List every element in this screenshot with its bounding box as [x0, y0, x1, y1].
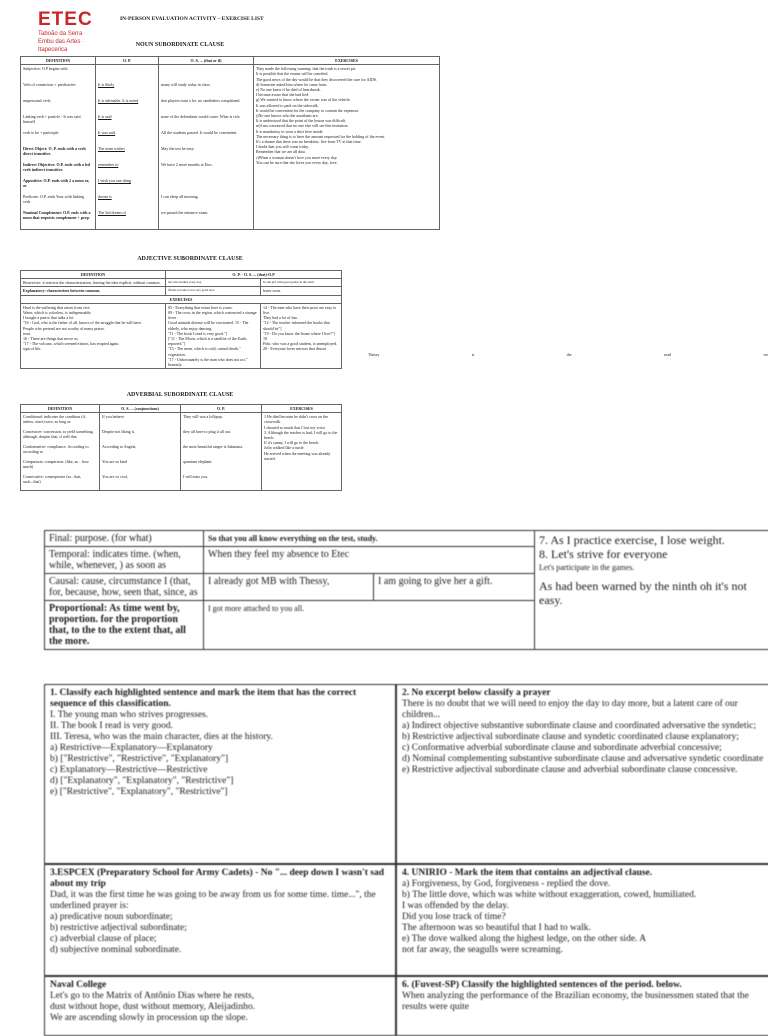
- adjective-os: leave soon.: [261, 287, 342, 295]
- question-line: e) ["Restrictive", "Explanatory", "Restrictive"]: [50, 787, 390, 798]
- noun-op-text: The 3rd dream of: [98, 210, 156, 224]
- question-line: d) Nominal complementing substantive subordinate clause and adversative syndetic coordinate: [402, 754, 766, 765]
- adjective-exercise-line: trust.: [23, 331, 163, 336]
- noun-op-cell: [96, 65, 159, 230]
- adjective-exercise-line: People who pretend are not worthy of many praise.: [23, 326, 163, 331]
- noun-os-text: All the students passed. It would be convenient: [161, 130, 251, 144]
- adverbial-op-text: they all have to plug it all out.: [183, 429, 259, 443]
- adjective-exercise-line: ["11 - The Moon, which is a satellite of the Earth, reported."]: [168, 336, 258, 346]
- noun-os-text: many will study today in class.: [161, 82, 251, 96]
- adverbial-os-text: You are so kind: [102, 459, 178, 473]
- question-line: not far away, the seagulls were screaming.: [402, 945, 766, 956]
- etec-logo: [38, 10, 98, 40]
- noun-exercise-line: d) Someone asked him where he came from.: [256, 82, 437, 87]
- noun-exercise-line: You can be sure that she loves you every day, love.: [256, 160, 437, 165]
- adverbial-op-cell: [181, 413, 262, 491]
- adverbial-os-text: According to Angela,: [102, 444, 178, 458]
- noun-exercise-line: g) We wanted to know where the owner was of the vehicle.: [256, 97, 437, 102]
- question-4: [396, 864, 768, 976]
- adjective-exercises-header: EXERCISES: [21, 295, 342, 303]
- question-line: a) Indirect objective substantive subordinate clause and coordinated adversative the syndetic;: [402, 721, 766, 732]
- noun-exercise-line: It is possible that the exams will be canceled.: [256, 71, 437, 76]
- adverbial-definition: Consecutive: consequence (so...that, such...that): [23, 474, 97, 488]
- adjective-table: [20, 270, 342, 369]
- noun-op-text: dream is: [98, 194, 156, 208]
- adjective-row: [21, 287, 342, 295]
- noun-op-text: It is said: [98, 114, 156, 128]
- noun-op-text: It is likely: [98, 82, 156, 96]
- noun-exercise-line: It was allowed to park on the sidewalk.: [256, 103, 437, 108]
- stray-word: Thessy: [368, 352, 379, 357]
- question-title: 4. UNIRIO - Mark the item that contains an adjectival clause.: [402, 868, 766, 879]
- question-title: 2. No excerpt below classify a prayer: [402, 688, 766, 699]
- noun-exercises-cell: [254, 65, 440, 230]
- noun-os-text: that players train a lot. no candidates complained.: [161, 98, 251, 112]
- question-line: Dad, it was the first time he was going to be away from us for some time. time...", the underlined prayer is:: [50, 890, 390, 912]
- question-line: c) Conformative adverbial subordinate clause and subordinate adverbial concessive;: [402, 743, 766, 754]
- cont-exercises: [535, 531, 768, 650]
- noun-header-exercises: EXERCISES: [254, 57, 440, 65]
- question-title: Naval College: [50, 980, 390, 991]
- question-line: d) subjective nominal subordinate.: [50, 945, 390, 956]
- adjective-exercise-line: "15 - The mem, which is cold, caused death.": [168, 346, 258, 351]
- noun-op-text: I wish you one thing: [98, 178, 156, 192]
- question-line: b) The little dove, which was white without exaggeration, cowed, humiliated.: [402, 890, 766, 901]
- noun-op-text: It is advisable. It is noted: [98, 98, 156, 112]
- adverbial-header-op: O. P.: [181, 405, 262, 413]
- cont-ex-line: 8. Let's strive for everyone: [539, 547, 767, 561]
- question-line: The afternoon was so beautiful that I had to walk.: [402, 923, 766, 934]
- noun-definition: Subjective: O.P begins with: [23, 66, 93, 80]
- noun-section-title: NOUN SUBORDINATE CLAUSE: [30, 42, 330, 48]
- adverbial-definition: Conditional: indicates the condition (if, unless, since) save, as long as: [23, 414, 97, 428]
- adjective-row: [21, 279, 342, 287]
- adverbial-header-exercises: EXERCISES: [262, 405, 342, 413]
- question-line: b) Restrictive adjectival subordinate clause and syndetic coordinated clause explanatory;: [402, 732, 766, 743]
- noun-definitions-cell: [21, 65, 96, 230]
- adjective-op: but who studies every day.: [166, 279, 261, 287]
- question-line: There is no doubt that we will need to enjoy the day to day more, but a latent care of our children...: [402, 699, 766, 721]
- noun-os-text: We have 2 more months at Etec.: [161, 162, 251, 176]
- adverbial-definition: Conformative: compliance. According to, according to: [23, 444, 97, 458]
- adverbial-exercise-line: He arrived when the meeting was already started.: [264, 451, 339, 461]
- adjective-def: Restrictive: it restricts the characterization, leaving the idea explicit, without commas.: [21, 279, 166, 287]
- noun-definition: Predicate: O.P. ends Your with linking verb.: [23, 194, 93, 208]
- noun-exercise-line: Remember that we are all dust.: [256, 149, 437, 154]
- stray-word: is: [472, 352, 475, 357]
- adjective-exercise-line: I bought a parrot that talks a lot.: [23, 315, 163, 320]
- question-line: b) restrictive adjectival subordinate;: [50, 923, 390, 934]
- noun-os-text: I can sleep all morning.: [161, 194, 251, 208]
- adverbial-op-text: They will win a lollipop.: [183, 414, 259, 428]
- noun-op-text: It was said: [98, 130, 156, 144]
- adjective-exercises-col3: [261, 303, 342, 368]
- cont-op: I am going to give her a gift.: [374, 574, 535, 601]
- adjective-exercise-line: 16 - There are things that move us.: [23, 336, 163, 341]
- adjective-exercise-line: They had a lot of fun.: [263, 315, 339, 320]
- adjective-op: Öfelia, but she is not very good now.: [166, 287, 261, 295]
- stray-word: road: [664, 352, 671, 357]
- noun-op-text: The team wishes: [98, 146, 156, 160]
- adverbial-os-cell: [100, 413, 181, 491]
- cont-os: I got more attached to you all.: [204, 601, 535, 650]
- question-line: I was offended by the delay.: [402, 901, 766, 912]
- question-line: a) Forgiveness, by God, forgiveness - replied the dove.: [402, 879, 766, 890]
- question-2: [396, 684, 768, 864]
- adjective-exercise-line: vegetation.: [168, 352, 258, 357]
- noun-header-os: O. S. ... (that or if): [159, 57, 254, 65]
- noun-exercise-line: The necessary thing is to have the amount requested for the holding of the event.: [256, 134, 437, 139]
- noun-table: [20, 56, 440, 230]
- adverbial-exercise-line: 3. Although the teacher is bad, I will go to the beach.: [264, 430, 339, 440]
- question-line: When analyzing the performance of the Brazilian economy, the businessmen stated that the results were quite: [402, 991, 766, 1013]
- adjective-exercise-line: "19 - Do you know the house where I live?"]: [263, 331, 339, 336]
- noun-exercise-line: It is understood that the point of the lesson was difficult.: [256, 118, 437, 123]
- adverbial-os-text: If you behave: [102, 414, 178, 428]
- adverbial-header-definition: DEFINITION: [21, 405, 100, 413]
- adjective-exercise-line: 20 - Everyone loves mirrors that distort: [263, 346, 339, 351]
- question-line: a) Restrictive—Explanatory—Explanatory: [50, 743, 390, 754]
- question-5: [44, 976, 396, 1036]
- question-line: e) The dove walked along the highest ledge, on the other side. A: [402, 934, 766, 945]
- adjective-exercise-line: "16 - God, who is the father of all, knows of the struggle that he will have.: [23, 320, 163, 325]
- adjective-exercise-line: 18: [263, 336, 339, 341]
- adverbial-table: [20, 404, 342, 491]
- question-3: [44, 864, 396, 976]
- noun-exercise-line: They made the following warning: that the truth is a secret pit.: [256, 66, 437, 71]
- cont-def: Causal: cause, circumstance I (that, for, because, how, seen that, since, as: [45, 574, 204, 601]
- adverbial-section-title: ADVERBIAL SUBORDINATE CLAUSE: [30, 392, 330, 398]
- adjective-exercise-line: Hard is the suffering that arises from vice.: [23, 305, 163, 310]
- noun-header-definition: DEFINITION: [21, 57, 96, 65]
- question-1: [44, 684, 396, 864]
- noun-definition: verb to be + participle: [23, 130, 93, 144]
- stray-text-line: [368, 352, 768, 357]
- adjective-exercise-line: "17 - Unfortunately is the man who does not act.": [168, 357, 258, 362]
- adjective-def: Explanatory: characterizes between commas.: [21, 287, 166, 295]
- adverbial-exercise-line: If it's sunny, I will go to the beach.: [264, 440, 339, 445]
- question-line: Did you lose track of time?: [402, 912, 766, 923]
- question-title: 6. (Fuvest-SP) Classify the highlighted sentences of the period. below.: [402, 980, 766, 991]
- question-line: e) Restrictive adjectival subordinate clause and adverbial subordinate clause concessive.: [402, 765, 766, 776]
- question-line: c) adverbial clause of place;: [50, 934, 390, 945]
- logo-subtext: Taboão da Serra · Embu das Artes · Itapecerica: [38, 30, 98, 54]
- noun-definition: Verb of connection + predicative.: [23, 82, 93, 96]
- logo-text: ETEC: [38, 10, 98, 30]
- noun-definition: unipersonal verb;: [23, 98, 93, 112]
- adjective-exercise-line: 14 - The men who have their price are easy to live.: [263, 305, 339, 315]
- adjective-exercise-line: 05 - Everything that exists here is yours.: [168, 305, 258, 310]
- cont-os: So that you all know everything on the test, study.: [204, 531, 535, 547]
- adjective-exercise-line: "17 - The volcano, which seemed extinct, has erupted again.: [23, 341, 163, 346]
- noun-exercise-line: m)I am convinced that no one else will see this invitation.: [256, 123, 437, 128]
- noun-header-op: O. P.: [96, 57, 159, 65]
- question-6: [396, 976, 768, 1036]
- adjective-section-title: ADJECTIVE SUBORDINATE CLAUSE: [40, 256, 340, 262]
- adverbial-definition: Concessive: concession, to yield something, although, despite that, if well that: [23, 429, 97, 443]
- noun-exercise-line: e) No one knew if he died of heartbreak.: [256, 87, 437, 92]
- question-line: II. The book I read is very good.: [50, 721, 390, 732]
- question-line: b) ["Restrictive", "Restrictive", "Explanatory"]: [50, 754, 390, 765]
- noun-exercise-line: The good news of the day would be that they discovered the cure for AIDS.: [256, 77, 437, 82]
- noun-exercise-line: It would be convenient for the company to contain the expenses.: [256, 108, 437, 113]
- question-line: d) ["Explanatory", "Explanatory", "Restrictive"]: [50, 776, 390, 787]
- adverbial-exercises-cell: [262, 413, 342, 491]
- adjective-exercise-line: "12 - The teacher informed the books that should be"]: [263, 320, 339, 330]
- adjective-exercise-line: honestly.: [168, 362, 258, 367]
- cont-def: Temporal: indicates time. (when, while, whenever, ) as soon as: [45, 547, 204, 574]
- adjective-header-definition: DEFINITION: [21, 271, 166, 279]
- question-title: 1. Classify each highlighted sentence and mark the item that has the correct sequence of this classification.: [50, 688, 390, 710]
- adverbial-exercise-line: I shouted so much that I lost my voice.: [264, 425, 339, 430]
- question-line: c) Explanatory—Restrictive—Restrictive: [50, 765, 390, 776]
- stray-word: the: [567, 352, 572, 357]
- adjective-exercises-col1: [21, 303, 166, 368]
- cont-ex-line: Let's participate in the games.: [539, 561, 767, 575]
- cont-os: I already got MB with Thessy,: [204, 574, 374, 601]
- adverbial-definition: Comparison: comparison. (like, as... how much): [23, 459, 97, 473]
- noun-os-text: none of the defendants would come. What is rich.: [161, 114, 251, 128]
- noun-exercise-line: I doubt that you will come today.: [256, 144, 437, 149]
- noun-definition: Linking verb + particle - It was said himself: [23, 114, 93, 128]
- cont-def: Proportional: As time went by, proportion. for the proportion that, to the to the extent that, all the more.: [45, 601, 204, 650]
- cont-os: When they feel my absence to Etec: [204, 547, 535, 574]
- noun-op-text: remember to: [98, 162, 156, 176]
- noun-exercise-line: It's a shame that there was no breakfast. live from TV at that time.: [256, 139, 437, 144]
- adjective-os: Its the girl with good grades in the team.: [261, 279, 342, 287]
- adverbial-os-text: You are so cool,: [102, 474, 178, 488]
- adjective-header-op-os: O. P. - O. S. ... (that)-O.P: [166, 271, 342, 279]
- question-line: We are ascending slowly in procession up the slope.: [50, 1013, 390, 1024]
- adverbial-exercise-line: Julio walked like a turtle.: [264, 445, 339, 450]
- adjective-exercise-line: sign of life.: [23, 346, 163, 351]
- question-title: 3.ESPCEX (Preparatory School for Army Cadets) - No "... deep down I wasn't sad about my trip: [50, 868, 390, 890]
- noun-op-text: [98, 66, 156, 80]
- noun-exercise-line: It is mandatory to wear a shirt here inside.: [256, 129, 437, 134]
- continuation-table: [44, 530, 768, 650]
- question-line: I. The young man who strives progresses.: [50, 710, 390, 721]
- noun-definition: Appositive: O.P. ends with 2 a noun or, or: [23, 178, 93, 192]
- adjective-exercise-line: 09 - The cows in the region, which contracted a strange fever: [168, 310, 258, 320]
- noun-os-text: [161, 66, 251, 80]
- noun-definition: Indirect Objective: O.P. ends with a led verb indirect transitive.: [23, 162, 93, 176]
- noun-os-text: we passed the entrance exam.: [161, 210, 251, 224]
- noun-os-text: May the test be easy.: [161, 146, 251, 160]
- cont-ex-line: As had been warned by the ninth oh it's not easy.: [539, 579, 767, 607]
- noun-definition: Direct Object: O. P. ends with a verb direct transitive.: [23, 146, 93, 160]
- question-line: a) predicative noun subordinate;: [50, 912, 390, 923]
- noun-exercise-line: I became aware that she had lied.: [256, 92, 437, 97]
- cont-def: Final: purpose. (for what): [45, 531, 204, 547]
- noun-os-text: [161, 178, 251, 192]
- document-title: IN-PERSON EVALUATION ACTIVITY – EXERCISE LIST: [120, 16, 264, 22]
- adverbial-os-text: Despite not liking it,: [102, 429, 178, 443]
- adverbial-header-os: O. S. ... (conjunctions): [100, 405, 181, 413]
- noun-exercise-line: j)No one knows who the assailants are.: [256, 113, 437, 118]
- adverbial-op-text: quantum elephant.: [183, 459, 259, 473]
- noun-exercise-line: r)When a woman doesn't love you more every day.: [256, 155, 437, 160]
- stray-word: we: [763, 352, 768, 357]
- question-line: Let's go to the Matrix of Antônio Dias where he rests,: [50, 991, 390, 1002]
- noun-os-cell: [159, 65, 254, 230]
- question-line: dust without hope, dust without memory, Aleijadinho.: [50, 1002, 390, 1013]
- adjective-exercise-line: "11 - The book I read is very good."]: [168, 331, 258, 336]
- adjective-exercises-col2: [166, 303, 261, 368]
- adverbial-op-text: I will miss you.: [183, 474, 259, 488]
- adjective-exercise-line: Fido, who was a good student, is unemployed.: [263, 341, 339, 346]
- cont-ex-line: 7. As I practice exercise, I lose weight.: [539, 533, 767, 547]
- adjective-exercise-line: Good animals disease will be vaccinated. 15 - The elderly, who enjoy dancing.: [168, 320, 258, 330]
- adjective-exercise-line: Water, which is colorless, is indispensable.: [23, 310, 163, 315]
- noun-definition: Nominal Complement: O.P. ends with a noun that requests complement + prep.: [23, 210, 93, 224]
- adverbial-op-text: the most beautiful singer is Itabaiana.: [183, 444, 259, 458]
- question-line: III. Teresa, who was the main character, dies at the history.: [50, 732, 390, 743]
- adverbial-definitions-cell: [21, 413, 100, 491]
- adverbial-exercise-line: 1.He died because he didn't cross on the crosswalk.: [264, 414, 339, 424]
